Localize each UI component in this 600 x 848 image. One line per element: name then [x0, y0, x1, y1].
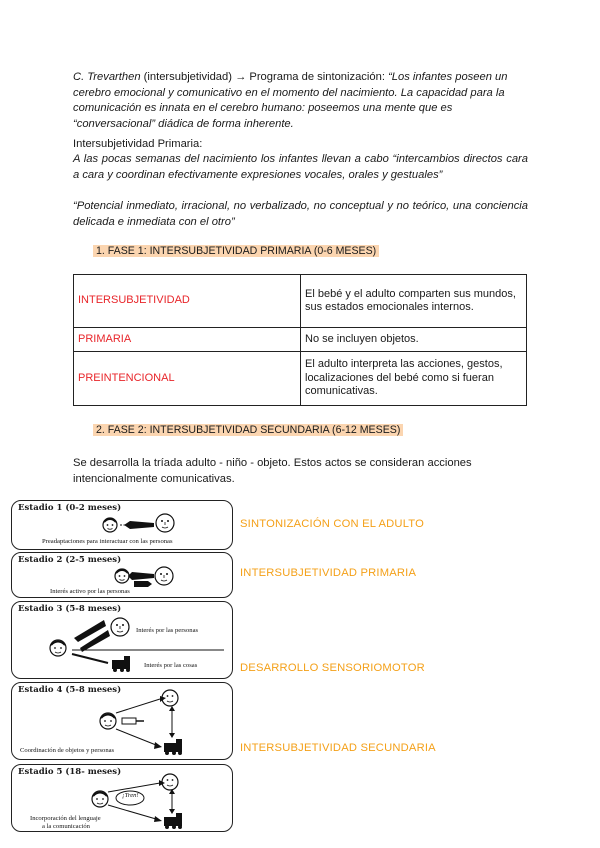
baby-face-icon [50, 640, 66, 656]
arrow-icon [120, 521, 154, 529]
pointing-hand-icon [122, 718, 144, 724]
table-row [74, 328, 527, 352]
table-key: PRIMARIA [74, 328, 301, 352]
stage-1-panel [11, 500, 233, 550]
stage-title: Estadio 3 (5-8 meses) [18, 604, 122, 614]
baby-face-icon [92, 791, 108, 807]
table-key: INTERSUBJETIVIDAD [74, 275, 301, 328]
phase1-label: 1. FASE 1: INTERSUBJETIVIDAD PRIMARIA (0-6 MESES) [93, 245, 379, 257]
subtitle-primary: Intersubjetividad Primaria: [73, 138, 203, 150]
intro-topic: (intersubjetividad) → Programa de sintonización: [140, 71, 389, 83]
table-value: No se incluyen objetos. [301, 328, 527, 352]
baby-face-icon [115, 569, 129, 583]
quote-paragraph-2: A las pocas semanas del nacimiento los infantes llevan a cabo “intercambios directos cara a cara y coordinan efectivamente expresiones vocales, orales y gestuales” [73, 153, 528, 181]
stage-caption-people: Interés por las personas [136, 627, 199, 634]
phase2-label: 2. FASE 2: INTERSUBJETIVIDAD SECUNDARIA (6-12 MESES) [93, 424, 403, 436]
stage-title: Estadio 5 (18- meses) [18, 767, 122, 777]
baby-face-icon [100, 713, 116, 729]
stage-title: Estadio 2 (2-5 meses) [18, 555, 122, 565]
stage-caption-line1: Incorporación del lenguaje [30, 815, 101, 822]
annotation-sintonizacion: SINTONIZACIÓN CON EL ADULTO [240, 518, 425, 530]
stage-caption: Coordinación de objetos y personas [20, 747, 115, 754]
double-arrow-icon [128, 572, 154, 587]
phase1-heading [90, 243, 382, 259]
intro-paragraph [73, 70, 528, 132]
annotation-secundaria: INTERSUBJETIVIDAD SECUNDARIA [240, 742, 436, 754]
annotation-sensoriomotor: DESARROLLO SENSORIOMOTOR [240, 662, 425, 674]
stage-caption: Preadaptaciones para interactuar con las personas [42, 538, 173, 545]
author-name: C. Trevarthen [73, 71, 141, 83]
stage-2-panel [11, 552, 233, 598]
stage-caption-things: Interés por las cosas [144, 662, 198, 669]
table-row [74, 275, 527, 328]
toy-train-icon [112, 656, 130, 672]
stage-caption: Interés activo por las personas [50, 588, 130, 595]
stage-5-panel [11, 764, 233, 832]
phase2-heading [90, 422, 406, 438]
table-value: El adulto interpreta las acciones, gestos, localizaciones del bebé como si fueran comunicativas. [301, 352, 527, 406]
annotation-primaria: INTERSUBJETIVIDAD PRIMARIA [240, 567, 417, 579]
adult-face-icon [162, 774, 178, 790]
triad-paragraph: Se desarrolla la tríada adulto - niño - objeto. Estos actos se consideran acciones intencionalmente comunicativas. [73, 457, 472, 485]
toy-train-icon [164, 739, 182, 755]
stage-4-panel [11, 682, 233, 760]
arrow-to-person-icon [74, 620, 110, 652]
table-key: PREINTENCIONAL [74, 352, 301, 406]
stage-title: Estadio 4 (5-8 meses) [18, 685, 122, 695]
stage-title: Estadio 1 (0-2 meses) [18, 503, 122, 513]
adult-face-icon [111, 618, 129, 636]
stage-3-panel [11, 601, 233, 679]
stage-3-illustration [12, 602, 233, 679]
baby-face-icon [103, 518, 117, 532]
table-value: El bebé y el adulto comparten sus mundos, sus estados emocionales internos. [301, 275, 527, 328]
speech-text: ¡Tren! [122, 792, 139, 799]
intro-quote: “Los infantes poseen un cerebro emocional y comunicativo en el momento del nacimiento. La capacidad para la comunicación es innata en el cerebro humano: poseemos una mente que es “conversacional” diádica de forma inherente. [73, 71, 508, 130]
table-row [74, 352, 527, 406]
definition-table [73, 274, 527, 406]
adult-face-icon [155, 567, 173, 585]
toy-train-icon [164, 813, 182, 829]
adult-face-icon [156, 514, 174, 532]
stage-caption-line2: a la comunicación [42, 823, 90, 830]
quote-paragraph-3: “Potencial inmediato, irracional, no verbalizado, no conceptual y no teórico, una conciencia delicada e inmediata con el otro” [73, 200, 528, 228]
